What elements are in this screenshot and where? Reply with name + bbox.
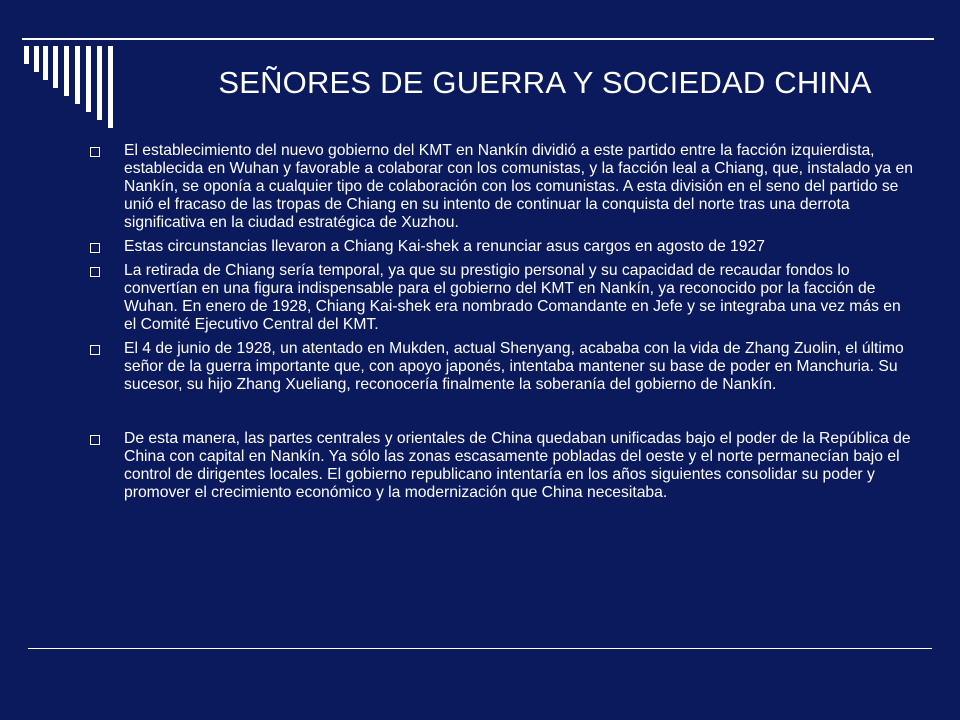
bullet-text: El 4 de junio de 1928, un atentado en Mukden, actual Shenyang, acababa con la vida de Zhang Zuolin, el último señor de la guerra importante que, con apoyo japonés, intentaba mantener su base de poder en Manchuria. Su sucesor, su hijo Zhang Xueliang, reconocería finalmente la soberanía del gobierno de Nankín. <box>124 340 904 393</box>
slide-title: SEÑORES DE GUERRA Y SOCIEDAD CHINA <box>218 65 872 100</box>
bullet-text: De esta manera, las partes centrales y orientales de China quedaban unificadas bajo el poder de la República de China con capital en Nankín. Ya sólo las zonas escasamente pobladas del oeste y el norte permanecían bajo el control de dirigentes locales. El gobierno republicano intentaría en los años siguientes consolidar su poder y promover el crecimiento económico y la modernización que China necesitaba. <box>124 430 911 501</box>
bullet-text: El establecimiento del nuevo gobierno del KMT en Nankín dividió a este partido entre la facción izquierdista, establecida en Wuhan y favorable a colaborar con los comunistas, y la facción leal a Chiang, que, instalado ya en Nankín, se oponía a cualquier tipo de colaboración con los comunistas. A esta división en el seno del partido se unió el fracaso de las tropas de Chiang en su intento de continuar la conquista del norte tras una derrota significativa en la ciudad estratégica de Xuzhou. <box>124 142 913 231</box>
bullet-item <box>86 340 916 394</box>
hollow-square-icon <box>90 345 100 355</box>
bullet-item <box>86 262 916 334</box>
bullet-item <box>86 238 916 256</box>
bullet-text: Estas circunstancias llevaron a Chiang Kai-shek a renunciar asus cargos en agosto de 1927 <box>124 238 765 255</box>
hollow-square-icon <box>90 243 100 253</box>
hollow-square-icon <box>90 435 100 445</box>
bullet-item <box>86 430 916 502</box>
hollow-square-icon <box>90 267 100 277</box>
hollow-square-icon <box>90 147 100 157</box>
bullet-list <box>86 142 916 508</box>
bullet-text: La retirada de Chiang sería temporal, ya que su prestigio personal y su capacidad de recaudar fondos lo convertían en una figura indispensable para el gobierno del KMT en Nankín, ya reconocido por la facción de Wuhan. En enero de 1928, Chiang Kai-shek era nombrado Comandante en Jefe y se integraba una vez más en el Comité Ejecutivo Central del KMT. <box>124 262 901 333</box>
top-divider-line <box>22 38 934 40</box>
bullet-item <box>86 142 916 232</box>
bottom-divider-line <box>28 648 932 649</box>
